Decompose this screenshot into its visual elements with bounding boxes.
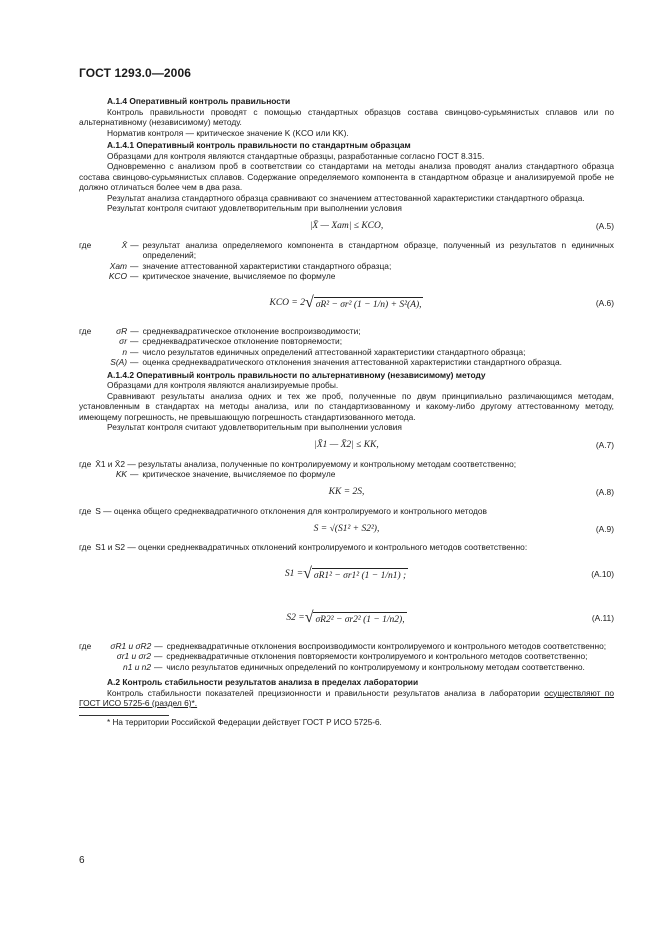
definition-row: где σR1 и σR2 — среднеквадратичные отклонения воспроизводимости контролируемого и контрольного методов соответственно; xyxy=(79,641,614,652)
equation-number: (А.9) xyxy=(595,523,614,534)
equation-lhs: S2 = xyxy=(286,613,305,624)
equation-formula: KK = 2S, xyxy=(328,487,365,498)
equation-number: (А.6) xyxy=(595,298,614,309)
definition-text: критическое значение, вычисляемое по формуле xyxy=(142,469,336,479)
standard-reference: осуществляют по ГОСТ ИСО 5725-6 (раздел 6)*. xyxy=(79,687,614,708)
definition-symbol: Xат xyxy=(109,260,127,271)
footnote: * На территории Российской Федерации действует ГОСТ Р ИСО 5725-6. xyxy=(107,717,382,727)
equation-a6: KCO = 2 √ σR² − σr² (1 − 1/n) + S²(A), (А.6) xyxy=(269,294,614,312)
definition-text: оценка среднеквадратического отклонения значения аттестованной характеристики стандартного образца. xyxy=(142,357,562,367)
section-title-a141: А.1.4.1 Оперативный контроль правильности по стандартным образцам xyxy=(107,140,411,150)
equation-a9 xyxy=(79,516,614,542)
definition-row: KCO — критическое значение, вычисляемое по формуле xyxy=(79,271,614,282)
definition-text: число результатов единичных определений аттестованной характеристики стандартного образца; xyxy=(142,346,526,357)
definition-row xyxy=(79,542,614,553)
where-label: где xyxy=(79,458,92,469)
definition-symbol: X̄ xyxy=(121,239,128,250)
equation-number: (А.5) xyxy=(595,221,614,232)
definition-text: значение аттестованной характеристики стандартного образца; xyxy=(142,260,392,271)
paragraph: Образцами для контроля являются анализируемые пробы. xyxy=(107,380,339,390)
definition-symbol: σr xyxy=(119,336,127,346)
paragraph: Результат анализа стандартного образца сравнивают со значением аттестованной характеристики стандартного образца. xyxy=(107,192,585,203)
definition-text: результат анализа определяемого компонента в стандартном образце, полученный из результатов n единичных определений; xyxy=(142,239,614,260)
definition-text: среднеквадратичные отклонения воспроизводимости контролируемого и контрольного методов соответственно; xyxy=(166,640,607,651)
where-label: где xyxy=(79,505,92,516)
footnote-divider xyxy=(79,715,169,716)
definition-text: число результатов единичных определений по контролируемому и контрольному методам соответственно. xyxy=(166,661,585,672)
definition-symbol: σR xyxy=(116,325,128,336)
definition-text: S — оценка общего среднеквадратичного отклонения для контролируемого и контрольного методов xyxy=(95,505,487,516)
document-body xyxy=(79,94,614,728)
equation-radicand: σR2² − σr2² (1 − 1/n2), xyxy=(313,612,406,626)
definition-row: n — число результатов единичных определений аттестованной характеристики стандартного образца; xyxy=(79,347,614,358)
definition-symbol: n1 и n2 xyxy=(123,661,151,672)
equation-radicand: σR1² − σr1² (1 − 1/n1) ; xyxy=(312,568,408,582)
definition-text: X̄1 и X̄2 — результаты анализа, полученные по контролируемому и контрольному методам соответственно; xyxy=(95,458,517,469)
equation-number: (А.7) xyxy=(595,440,614,451)
where-label: где xyxy=(79,325,92,336)
paragraph: Контроль правильности проводят с помощью стандартных образцов состава свинцово-сурьмянистых сплавов или по альтернативному (независимому) методу. xyxy=(79,106,614,127)
definition-text: среднеквадратическое отклонение повторяемости; xyxy=(142,336,343,346)
equation-radicand: σR² − σr² (1 − 1/n) + S²(A), xyxy=(314,297,424,311)
definition-row: σr1 и σr2 — среднеквадратичные отклонения повторяемости контролируемого и контрольного методов соответственно; xyxy=(79,651,614,662)
definition-symbol: σr1 и σr2 xyxy=(116,651,151,661)
equation-formula: |X̄ — Xат| ≤ KCO, xyxy=(309,221,384,232)
definition-row xyxy=(79,506,614,517)
paragraph: Сравнивают результаты анализа одних и тех же проб, полученные по двум принципиально различающимся методам, установленным в стандартах на методы анализа, или по стандартизованному и какому-либо другому аттестованному методу, имеющему погрешность, не превышающую погрешность стандартизованного метода. xyxy=(79,390,614,422)
equation-a8 xyxy=(79,480,614,506)
definition-symbol: KCO xyxy=(108,271,127,281)
definition-row: σr — среднеквадратическое отклонение повторяемости; xyxy=(79,336,614,347)
definition-symbol: σR1 и σR2 xyxy=(110,640,152,651)
equation-a10: S1 = √ σR1² − σr1² (1 − 1/n1) ; (А.10) xyxy=(284,565,614,583)
definition-row xyxy=(79,459,614,470)
paragraph: Результат контроля считают удовлетворительным при выполнении условия xyxy=(107,422,402,432)
equation-lhs: KCO = 2 xyxy=(269,298,305,309)
definition-text: среднеквадратичные отклонения повторяемости контролируемого и контрольного методов соответственно; xyxy=(166,651,588,661)
equation-a5 xyxy=(79,214,614,240)
definition-text: критическое значение, вычисляемое по формуле xyxy=(142,271,336,281)
page-number: 6 xyxy=(79,855,85,866)
paragraph: Образцами для контроля являются стандартные образцы, разработанные согласно ГОСТ 8.315. xyxy=(107,150,485,161)
paragraph: Норматив контроля — критическое значение K (KCO или KK). xyxy=(107,127,349,138)
equation-number: (А.10) xyxy=(591,569,614,580)
paragraph: Результат контроля считают удовлетворительным при выполнении условия xyxy=(107,203,402,213)
definition-row: S(A) — оценка среднеквадратического отклонения значения аттестованной характеристики стандартного образца. xyxy=(79,357,614,368)
definition-text: S1 и S2 — оценки среднеквадратичных отклонений контролируемого и контрольного методов соответственно: xyxy=(95,542,528,552)
where-label: где xyxy=(79,239,92,250)
equation-formula: S = √(S1² + S2²), xyxy=(313,523,380,534)
equation-lhs: S1 = xyxy=(284,569,304,580)
definition-row: где X̄ — результат анализа определяемого компонента в стандартном образце, полученный из результатов n единичных определений; xyxy=(79,239,614,260)
definition-row: где σR — среднеквадратическое отклонение воспроизводимости; xyxy=(79,326,614,337)
equation-number: (А.8) xyxy=(595,487,614,498)
section-title-a14: А.1.4 Оперативный контроль правильности xyxy=(107,96,291,106)
definition-text: среднеквадратическое отклонение воспроизводимости; xyxy=(142,325,361,336)
definition-symbol: S(A) xyxy=(110,357,127,367)
definition-row: Xат — значение аттестованной характеристики стандартного образца; xyxy=(79,261,614,272)
paragraph: Контроль стабильности показателей прецизионности и правильности результатов анализа в лаборатории осуществляют по ГОСТ ИСО 5725-6 (раздел 6)*. xyxy=(79,687,614,708)
definition-row: KK — критическое значение, вычисляемое по формуле xyxy=(79,469,614,480)
equation-formula: |X̄1 — X̄2| ≤ KK, xyxy=(314,440,379,451)
definition-symbol: n xyxy=(122,346,127,357)
equation-number: (А.11) xyxy=(591,613,614,624)
definition-row: n1 и n2 — число результатов единичных определений по контролируемому и контрольному методам соответственно. xyxy=(79,662,614,673)
where-label: где xyxy=(79,542,92,552)
equation-a11: S2 = √ σR2² − σr2² (1 − 1/n2), (А.11) xyxy=(286,609,614,627)
section-title-a142: А.1.4.2 Оперативный контроль правильности по альтернативному (независимому) методу xyxy=(107,369,486,380)
equation-a7 xyxy=(79,433,614,459)
where-label: где xyxy=(79,640,92,651)
definition-symbol: KK xyxy=(115,469,127,479)
document-header: ГОСТ 1293.0—2006 xyxy=(79,66,192,80)
paragraph: Одновременно с анализом проб в соответствии со стандартами на методы анализа проводят анализ стандартного образца состава свинцово-сурьмянистых сплавов. Содержание определяемого компонента в стандартном образце и анализируемой пробе не должно отличаться более чем в два раза. xyxy=(79,161,614,192)
section-title-a2: А.2 Контроль стабильности результатов анализа в пределах лаборатории xyxy=(107,677,419,687)
